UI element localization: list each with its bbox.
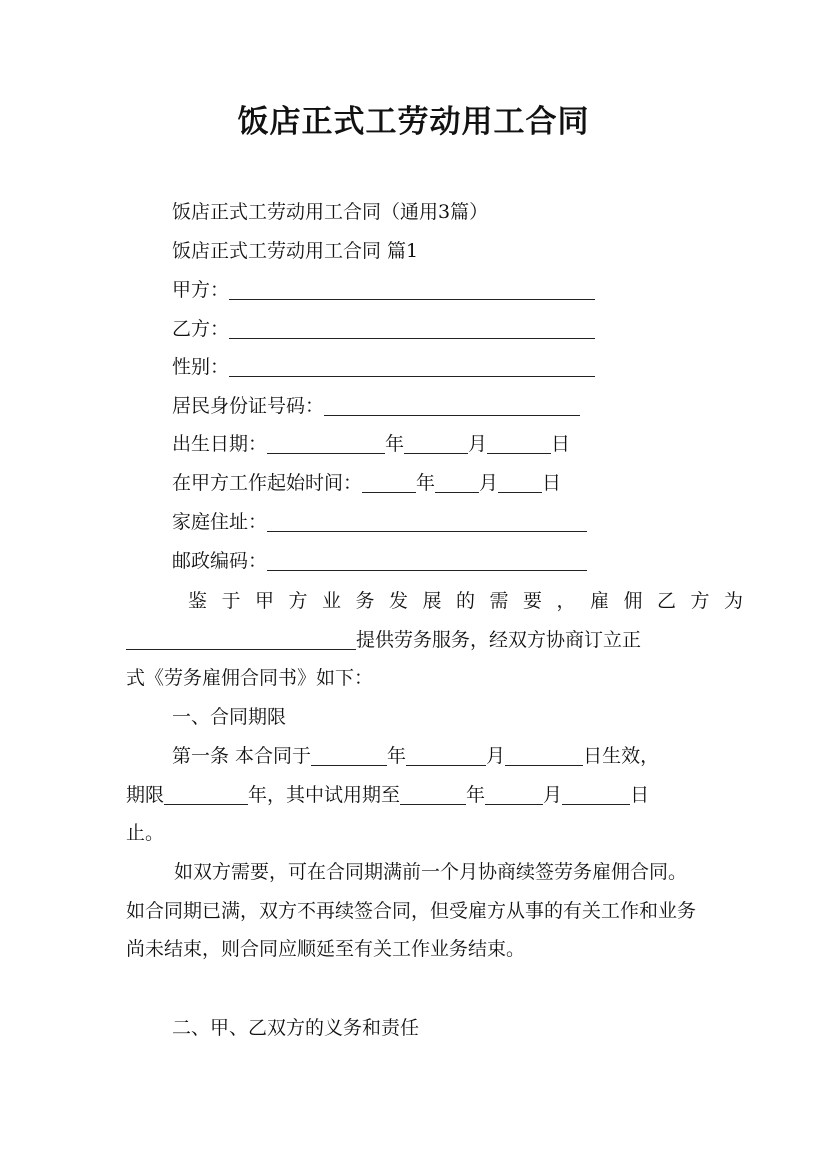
start-year-blank [362,470,416,493]
effective-month-blank [406,743,486,766]
paragraph-renewal [126,853,700,969]
article-1-text-g: 年 [466,784,486,806]
paragraph-1-line-1: 鉴于甲方业务发展的需要，雇佣乙方为 [188,590,758,612]
article-1-text-c: 月 [486,745,506,767]
paragraph-1-line-2-text: 提供劳务服务，经双方协商订立正 [356,629,642,651]
article-1-text-h: 月 [543,784,563,806]
start-time-label: 在甲方工作起始时间： [172,472,363,494]
probation-year-blank [400,782,466,805]
paragraph-1-line-3: 式《劳务雇佣合同书》如下： [126,667,374,689]
start-month-blank [435,470,479,493]
birth-date-label: 出生日期： [172,433,268,455]
birth-year-label: 年 [385,433,405,455]
gender-blank [229,354,595,377]
paragraph-1-line-2 [126,626,641,654]
heading-contract-term: 一、合同期限 [172,706,287,728]
party-b-blank [229,316,595,339]
probation-month-blank [485,782,543,805]
article-1-line-2 [126,781,649,809]
party-a-row [172,276,595,304]
effective-day-blank [505,743,583,766]
party-a-label: 甲方： [172,279,230,301]
birth-date-row [172,430,570,458]
article-1-text-f: 年，其中试用期至 [248,784,401,806]
party-a-blank [229,277,595,300]
article-1-text-a: 第一条 本合同于 [172,745,312,767]
birth-day-blank [487,431,551,454]
subtitle: 饭店正式工劳动用工合同（通用3篇） [172,201,489,223]
birth-month-label: 月 [468,433,488,455]
document-title: 饭店正式工劳动用工合同 [237,104,590,140]
birth-day-label: 日 [551,433,571,455]
article-1-text-i: 日 [630,784,650,806]
postal-code-blank [267,548,587,571]
start-year-label: 年 [416,472,436,494]
birth-year-blank [267,431,385,454]
article-1-line-3: 止。 [126,822,165,844]
start-day-label: 日 [542,472,562,494]
start-time-row [172,469,561,497]
article-1-line-1 [172,742,659,770]
term-years-blank [164,782,248,805]
start-day-blank [498,470,542,493]
address-label: 家庭住址： [172,511,268,533]
postal-code-label: 邮政编码： [172,550,268,572]
party-b-row [172,315,595,343]
gender-row [172,353,595,381]
paragraph-renewal-text: 如双方需要，可在合同期满前一个月协商续签劳务雇佣合同。如合同期已满，双方不再续签合同，但受雇方从事的有关工作和业务尚未结束，则合同应顺延至有关工作业务结束。 [126,861,697,960]
address-row [172,508,587,536]
start-month-label: 月 [479,472,499,494]
id-number-blank [324,393,580,416]
section-title: 饭店正式工劳动用工合同 篇1 [172,240,419,262]
id-number-label: 居民身份证号码： [172,395,325,417]
article-1-text-e: 期限 [126,784,165,806]
service-target-blank [126,627,356,650]
address-blank [267,509,587,532]
birth-month-blank [404,431,468,454]
effective-year-blank [311,743,387,766]
party-b-label: 乙方： [172,318,230,340]
probation-day-blank [562,782,630,805]
postal-code-row [172,547,587,575]
id-number-row [172,392,580,420]
article-1-text-b: 年 [387,745,407,767]
heading-obligations: 二、甲、乙双方的义务和责任 [172,1017,420,1039]
article-1-text-d: 日生效， [583,745,660,767]
gender-label: 性别： [172,356,230,378]
